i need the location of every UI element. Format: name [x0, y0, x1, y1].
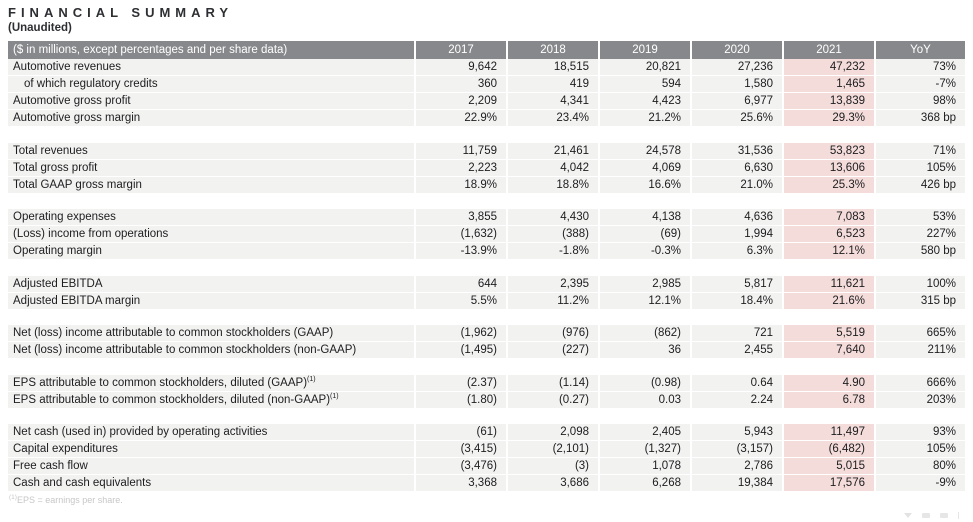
cell-2018: (388): [507, 226, 599, 243]
cell-2018: 3,686: [507, 475, 599, 492]
cell-yoy: 71%: [875, 143, 965, 160]
cell-2018: 23.4%: [507, 110, 599, 127]
cell-yoy: 665%: [875, 325, 965, 342]
cell-2019: (0.98): [599, 375, 691, 392]
cell-2019: (1,327): [599, 441, 691, 458]
table-row: [8, 159, 965, 176]
cell-2018: 419: [507, 76, 599, 93]
cell-yoy: 93%: [875, 424, 965, 441]
cell-2017: (1.80): [415, 391, 507, 408]
table-row: [8, 209, 965, 226]
cell-2020: 4,636: [691, 209, 783, 226]
cell-2019: 2,985: [599, 276, 691, 293]
row-label: Automotive revenues: [8, 59, 415, 76]
cell-2017: 22.9%: [415, 110, 507, 127]
page-title: FINANCIAL SUMMARY: [8, 5, 234, 20]
cell-2018: -1.8%: [507, 243, 599, 260]
cell-2017: 18.9%: [415, 176, 507, 193]
column-header-2019: 2019: [599, 41, 691, 59]
cell-2019: 594: [599, 76, 691, 93]
table-row: [8, 76, 965, 93]
cell-2021: 11,621: [783, 276, 875, 293]
cell-2018: 4,042: [507, 159, 599, 176]
cell-2021: 29.3%: [783, 110, 875, 127]
cell-2020: 18.4%: [691, 292, 783, 309]
cell-2017: (2.37): [415, 375, 507, 392]
table-row: [8, 110, 965, 127]
cell-2019: 21.2%: [599, 110, 691, 127]
cell-2020: 5,817: [691, 276, 783, 293]
table-row: [8, 226, 965, 243]
cell-2021: 7,640: [783, 342, 875, 359]
cell-2018: 2,098: [507, 424, 599, 441]
cell-2021: 13,839: [783, 93, 875, 110]
cell-2018: (0.27): [507, 391, 599, 408]
cell-2020: 721: [691, 325, 783, 342]
cell-2020: 6,630: [691, 159, 783, 176]
cell-2021: 47,232: [783, 59, 875, 76]
cell-yoy: 203%: [875, 391, 965, 408]
cell-yoy: 73%: [875, 59, 965, 76]
cell-2020: 2,455: [691, 342, 783, 359]
column-header-yoy: YoY: [875, 41, 965, 59]
column-header-2021: 2021: [783, 41, 875, 59]
cell-2017: (61): [415, 424, 507, 441]
cell-2019: 2,405: [599, 424, 691, 441]
section-spacer: [8, 193, 965, 209]
cell-yoy: 227%: [875, 226, 965, 243]
cell-2018: 2,395: [507, 276, 599, 293]
section-spacer-cell: [8, 127, 965, 143]
row-label: Adjusted EBITDA: [8, 276, 415, 293]
page-indicator-marks: [904, 512, 959, 519]
cell-2021: 25.3%: [783, 176, 875, 193]
cell-2021: 6,523: [783, 226, 875, 243]
cell-2021: 5,519: [783, 325, 875, 342]
cell-2019: (69): [599, 226, 691, 243]
square-mark-icon: [940, 513, 948, 518]
table-row: [8, 325, 965, 342]
cell-2018: 11.2%: [507, 292, 599, 309]
cell-2019: (862): [599, 325, 691, 342]
cell-2017: 644: [415, 276, 507, 293]
table-row: [8, 292, 965, 309]
row-label: Total revenues: [8, 143, 415, 160]
table-row: [8, 391, 965, 408]
table-row: [8, 276, 965, 293]
row-label: EPS attributable to common stockholders, diluted (non-GAAP)$^{(1)}$: [8, 391, 415, 408]
row-label: Operating margin: [8, 243, 415, 260]
cell-2018: 4,430: [507, 209, 599, 226]
financial-summary-table: [8, 41, 965, 492]
column-header-2017: 2017: [415, 41, 507, 59]
section-spacer-cell: [8, 193, 965, 209]
cell-2020: (3,157): [691, 441, 783, 458]
row-label: Total GAAP gross margin: [8, 176, 415, 193]
cell-2017: (3,476): [415, 458, 507, 475]
row-label: Adjusted EBITDA margin: [8, 292, 415, 309]
cell-2019: 20,821: [599, 59, 691, 76]
section-spacer-cell: [8, 309, 965, 325]
cell-2021: 13,606: [783, 159, 875, 176]
cell-2019: 4,423: [599, 93, 691, 110]
cell-yoy: 98%: [875, 93, 965, 110]
cell-2018: (976): [507, 325, 599, 342]
cell-2021: 5,015: [783, 458, 875, 475]
cell-yoy: 105%: [875, 441, 965, 458]
cell-2021: 53,823: [783, 143, 875, 160]
cell-2021: 21.6%: [783, 292, 875, 309]
cell-yoy: 53%: [875, 209, 965, 226]
cell-yoy: -7%: [875, 76, 965, 93]
section-spacer: [8, 359, 965, 375]
cell-2017: 9,642: [415, 59, 507, 76]
row-label: of which regulatory credits: [8, 76, 415, 93]
cell-2018: (3): [507, 458, 599, 475]
cell-2019: 16.6%: [599, 176, 691, 193]
cell-2017: 3,855: [415, 209, 507, 226]
row-label: (Loss) income from operations: [8, 226, 415, 243]
cell-2017: (1,495): [415, 342, 507, 359]
cell-2020: 2.24: [691, 391, 783, 408]
cell-yoy: 100%: [875, 276, 965, 293]
cell-2019: 12.1%: [599, 292, 691, 309]
cell-2020: 2,786: [691, 458, 783, 475]
section-spacer-cell: [8, 359, 965, 375]
section-spacer: [8, 408, 965, 424]
cell-yoy: 80%: [875, 458, 965, 475]
cell-2017: 5.5%: [415, 292, 507, 309]
cell-yoy: -9%: [875, 475, 965, 492]
cell-2020: 1,580: [691, 76, 783, 93]
cell-2020: 25.6%: [691, 110, 783, 127]
cell-2018: 21,461: [507, 143, 599, 160]
table-row: [8, 243, 965, 260]
table-row: [8, 143, 965, 160]
cell-yoy: 368 bp: [875, 110, 965, 127]
cell-2017: (1,962): [415, 325, 507, 342]
cell-2021: 4.90: [783, 375, 875, 392]
cell-2017: -13.9%: [415, 243, 507, 260]
cell-2018: 18.8%: [507, 176, 599, 193]
section-spacer: [8, 260, 965, 276]
footnote-marker: (1): [9, 494, 17, 501]
section-spacer: [8, 309, 965, 325]
cell-2019: 24,578: [599, 143, 691, 160]
table-row: [8, 475, 965, 492]
row-label: EPS attributable to common stockholders, diluted (GAAP)$^{(1)}$: [8, 375, 415, 392]
cell-2019: 1,078: [599, 458, 691, 475]
cell-yoy: 211%: [875, 342, 965, 359]
table-row: [8, 424, 965, 441]
cell-yoy: 666%: [875, 375, 965, 392]
row-label: Automotive gross margin: [8, 110, 415, 127]
cell-yoy: 315 bp: [875, 292, 965, 309]
section-spacer: [8, 127, 965, 143]
section-spacer-cell: [8, 408, 965, 424]
cell-2017: 360: [415, 76, 507, 93]
cell-2021: (6,482): [783, 441, 875, 458]
row-label: Net (loss) income attributable to common stockholders (non-GAAP): [8, 342, 415, 359]
column-header-2018: 2018: [507, 41, 599, 59]
header-label: ($ in millions, except percentages and per share data): [8, 41, 415, 59]
cell-2020: 31,536: [691, 143, 783, 160]
cell-2020: 21.0%: [691, 176, 783, 193]
cell-2021: 6.78: [783, 391, 875, 408]
cell-2017: 3,368: [415, 475, 507, 492]
cell-yoy: 580 bp: [875, 243, 965, 260]
section-spacer-cell: [8, 260, 965, 276]
row-label: Operating expenses: [8, 209, 415, 226]
cell-2021: 1,465: [783, 76, 875, 93]
cell-2018: (227): [507, 342, 599, 359]
cell-2019: 36: [599, 342, 691, 359]
row-label: Capital expenditures: [8, 441, 415, 458]
cell-2019: 6,268: [599, 475, 691, 492]
footnote: [8, 495, 965, 505]
cell-2020: 0.64: [691, 375, 783, 392]
cell-yoy: 105%: [875, 159, 965, 176]
table-row: [8, 93, 965, 110]
cell-2019: 0.03: [599, 391, 691, 408]
cell-2021: 11,497: [783, 424, 875, 441]
cell-2018: 4,341: [507, 93, 599, 110]
cell-2019: -0.3%: [599, 243, 691, 260]
cell-2019: 4,069: [599, 159, 691, 176]
cell-2017: (3,415): [415, 441, 507, 458]
bar-mark-icon: [958, 512, 959, 519]
footnote-ref: (1): [330, 392, 339, 400]
cell-2017: 11,759: [415, 143, 507, 160]
cell-2018: (1.14): [507, 375, 599, 392]
cell-2017: 2,209: [415, 93, 507, 110]
triangle-mark-icon: [904, 513, 912, 518]
cell-2021: 7,083: [783, 209, 875, 226]
page-subtitle: (Unaudited): [8, 22, 72, 34]
cell-2020: 5,943: [691, 424, 783, 441]
cell-2018: (2,101): [507, 441, 599, 458]
cell-2020: 6.3%: [691, 243, 783, 260]
table-row: [8, 342, 965, 359]
footnote-text: EPS = earnings per share.: [16, 495, 123, 505]
table-row: [8, 59, 965, 76]
table-row: [8, 458, 965, 475]
cell-yoy: 426 bp: [875, 176, 965, 193]
table-row: [8, 441, 965, 458]
row-label: Total gross profit: [8, 159, 415, 176]
cell-2019: 4,138: [599, 209, 691, 226]
footnote-ref: (1): [307, 375, 316, 383]
cell-2018: 18,515: [507, 59, 599, 76]
row-label: Net (loss) income attributable to common stockholders (GAAP): [8, 325, 415, 342]
row-label: Net cash (used in) provided by operating activities: [8, 424, 415, 441]
cell-2017: (1,632): [415, 226, 507, 243]
row-label: Automotive gross profit: [8, 93, 415, 110]
row-label: Cash and cash equivalents: [8, 475, 415, 492]
cell-2017: 2,223: [415, 159, 507, 176]
column-header-2020: 2020: [691, 41, 783, 59]
square-mark-icon: [922, 513, 930, 518]
cell-2020: 19,384: [691, 475, 783, 492]
table-row: [8, 176, 965, 193]
table-header-row: [8, 41, 965, 59]
cell-2021: 17,576: [783, 475, 875, 492]
row-label: Free cash flow: [8, 458, 415, 475]
cell-2020: 1,994: [691, 226, 783, 243]
cell-2021: 12.1%: [783, 243, 875, 260]
cell-2020: 6,977: [691, 93, 783, 110]
table-row: [8, 375, 965, 392]
cell-2020: 27,236: [691, 59, 783, 76]
